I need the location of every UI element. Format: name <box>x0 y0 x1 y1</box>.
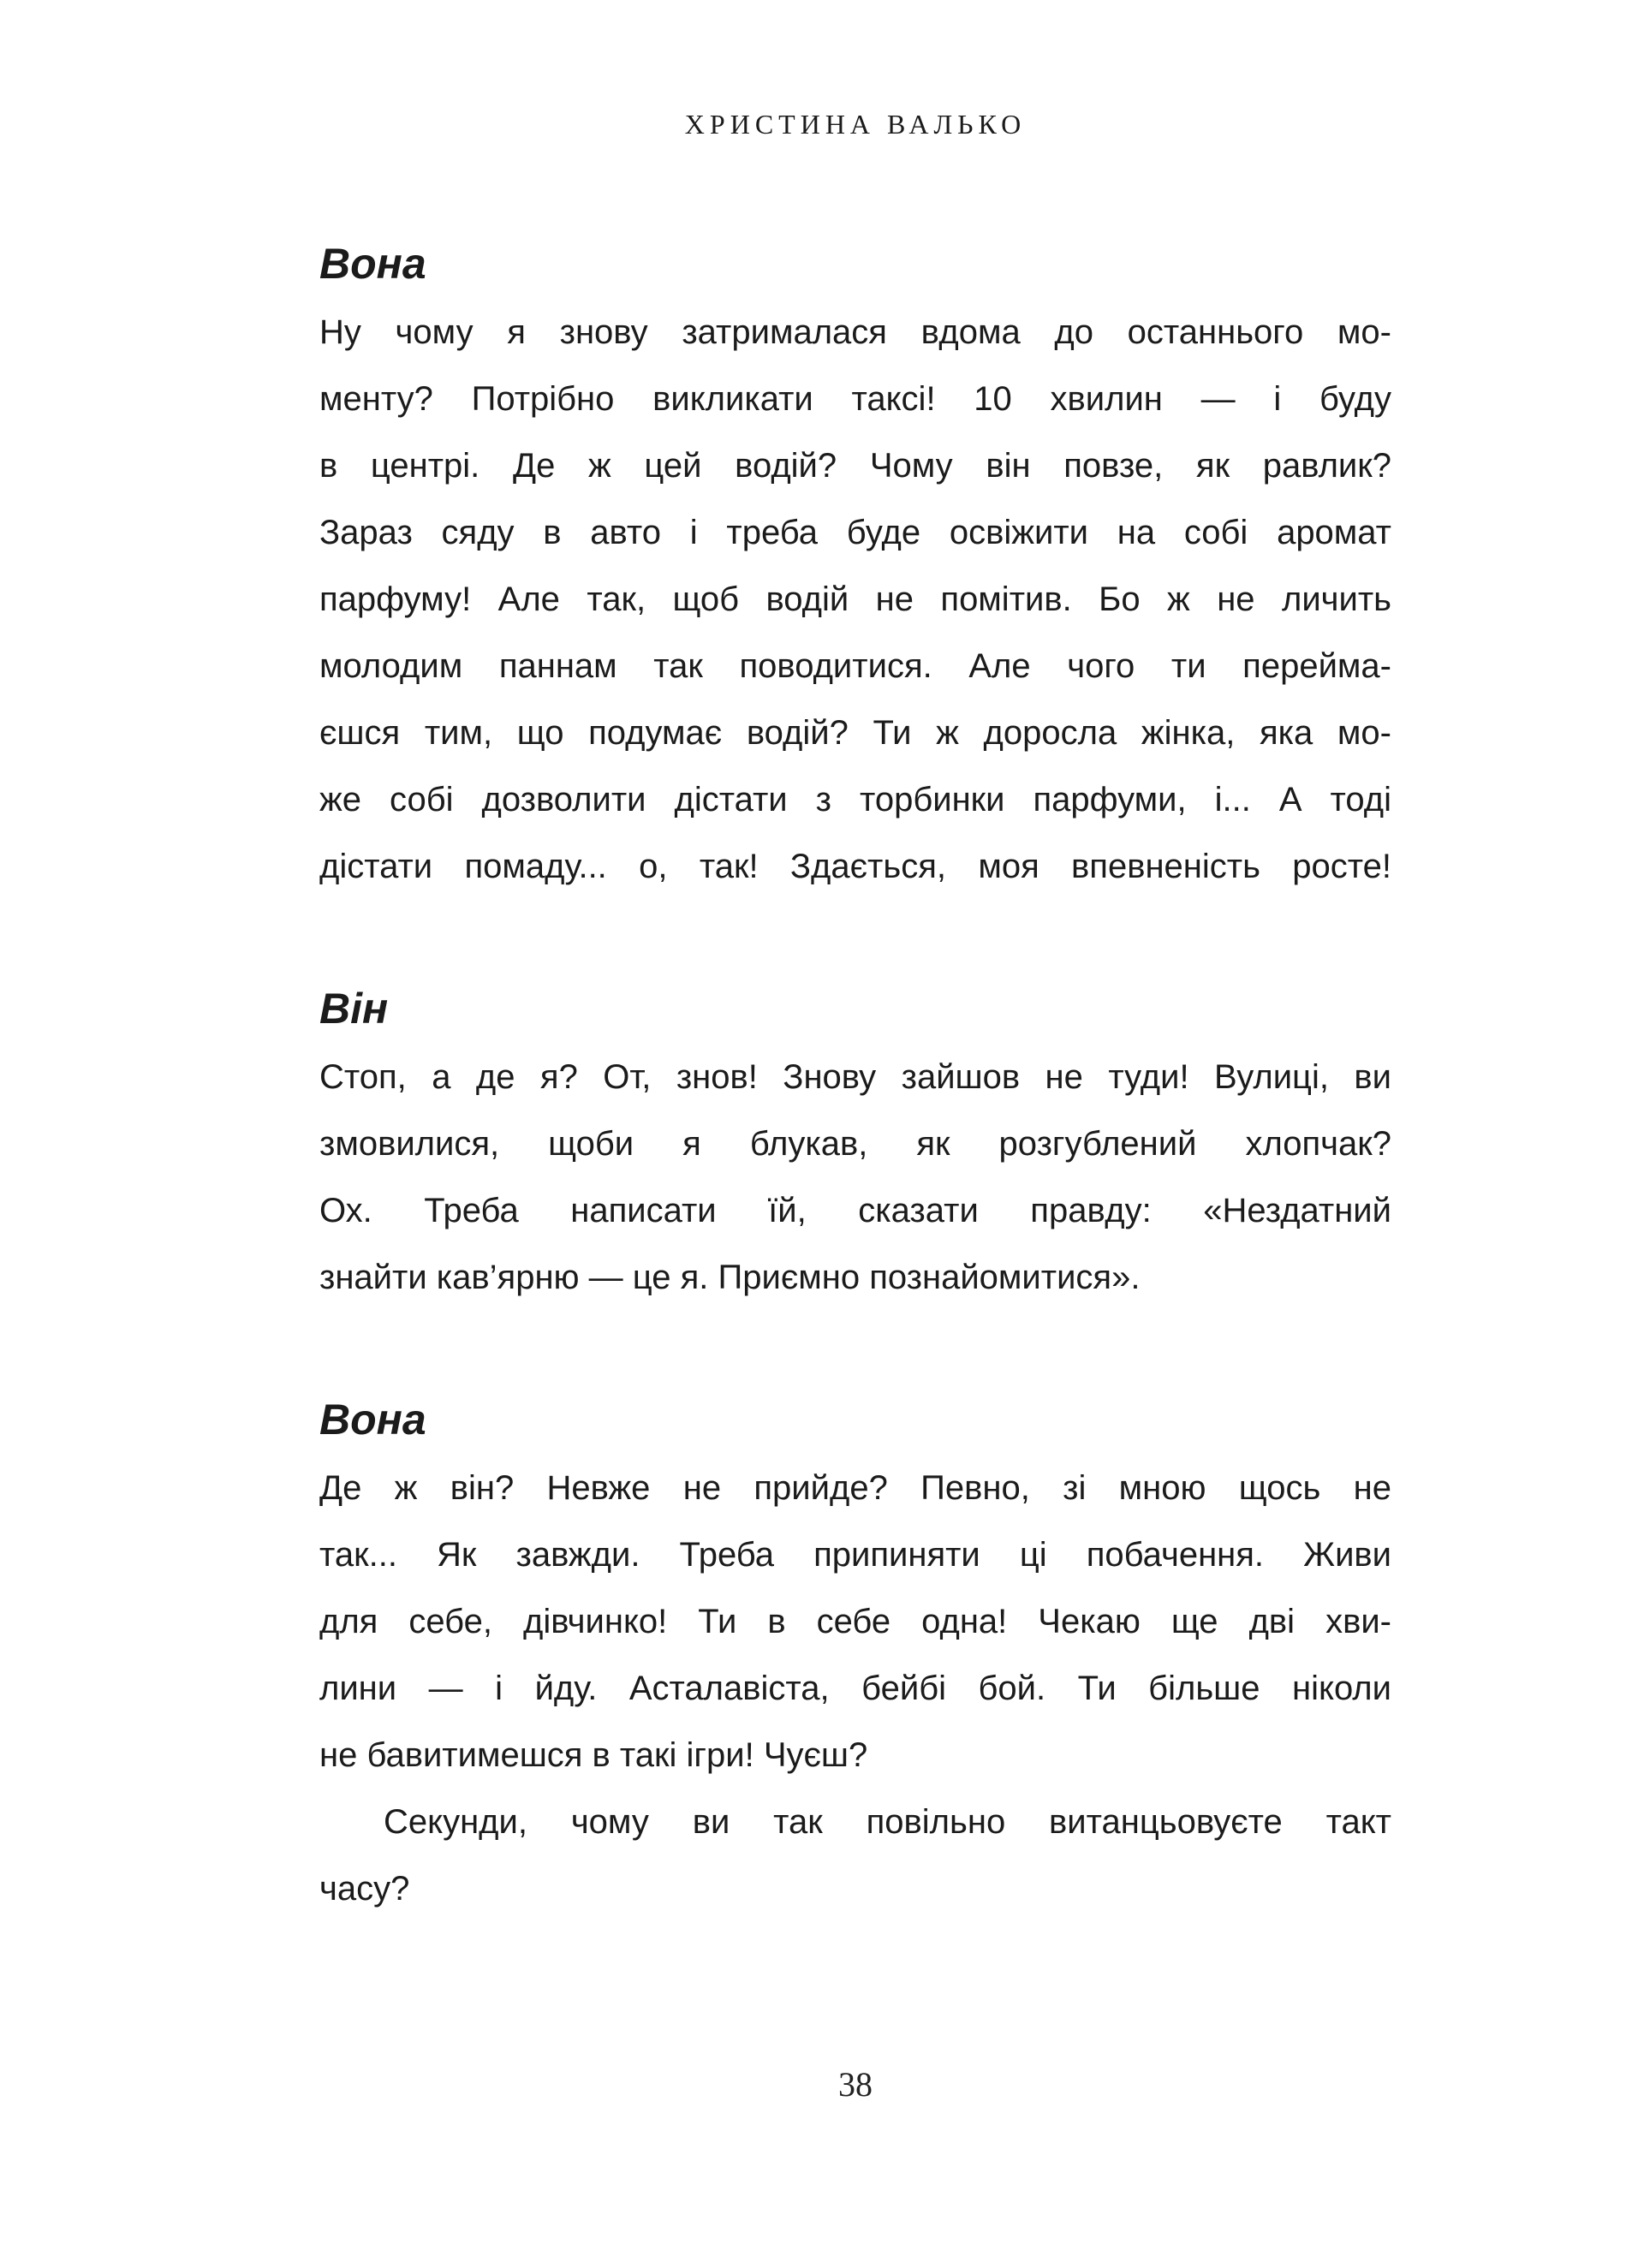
running-head: ХРИСТИНА ВАЛЬКО <box>684 109 1027 140</box>
text-line: Стоп, а де я? От, знов! Знову зайшов не туди! Вулиці, ви <box>319 1058 1391 1096</box>
text-line: Ну чому я знову затрималася вдома до останнього мо- <box>319 313 1391 351</box>
text-line: часу? <box>319 1870 410 1908</box>
section-she-1 <box>319 230 1391 900</box>
text-line: змовилися, щоби я блукав, як розгублений хлопчак? <box>319 1125 1391 1163</box>
speaker-heading: Вона <box>319 240 426 288</box>
text-line: Де ж він? Невже не прийде? Певно, зі мною щось не <box>319 1469 1391 1507</box>
text-block <box>319 230 1391 1922</box>
text-line: Ох. Треба написати їй, сказати правду: «Нездатний <box>319 1192 1391 1229</box>
text-line: парфуму! Але так, щоб водій не помітив. Бо ж не личить <box>319 580 1391 618</box>
text-line: в центрі. Де ж цей водій? Чому він повзе, як равлик? <box>319 447 1391 485</box>
paragraph <box>319 1044 1391 1311</box>
text-line: молодим паннам так поводитися. Але чого ти перейма- <box>319 647 1391 685</box>
text-line: дістати помаду... о, так! Здається, моя впевненість росте! <box>319 848 1391 885</box>
paragraph <box>319 299 1391 900</box>
paragraph <box>319 1455 1391 1789</box>
text-line: Секунди, чому ви так повільно витанцьовуєте такт <box>384 1803 1391 1841</box>
section-she-2 <box>319 1386 1391 1922</box>
section-he <box>319 975 1391 1311</box>
text-line: лини — і йду. Асталавіста, бейбі бой. Ти більше ніколи <box>319 1670 1391 1707</box>
speaker-heading: Він <box>319 985 389 1033</box>
text-line: єшся тим, що подумає водій? Ти ж доросла жінка, яка мо- <box>319 714 1391 752</box>
text-line: Зараз сяду в авто і треба буде освіжити на собі аромат <box>319 514 1391 551</box>
text-line: знайти кав’ярню — це я. Приємно познайомитися». <box>319 1259 1141 1296</box>
text-line: не бавитимешся в такі ігри! Чуєш? <box>319 1736 868 1774</box>
text-line: для себе, дівчинко! Ти в себе одна! Чекаю ще дві хви- <box>319 1603 1391 1640</box>
text-line: менту? Потрібно викликати таксі! 10 хвилин — і буду <box>319 380 1391 418</box>
text-line: же собі дозволити дістати з торбинки парфуми, і... А тоді <box>319 781 1391 819</box>
text-line: так... Як завжди. Треба припиняти ці побачення. Живи <box>319 1536 1391 1574</box>
paragraph <box>319 1789 1391 1922</box>
speaker-heading: Вона <box>319 1396 426 1444</box>
page-number: 38 <box>838 2065 873 2104</box>
